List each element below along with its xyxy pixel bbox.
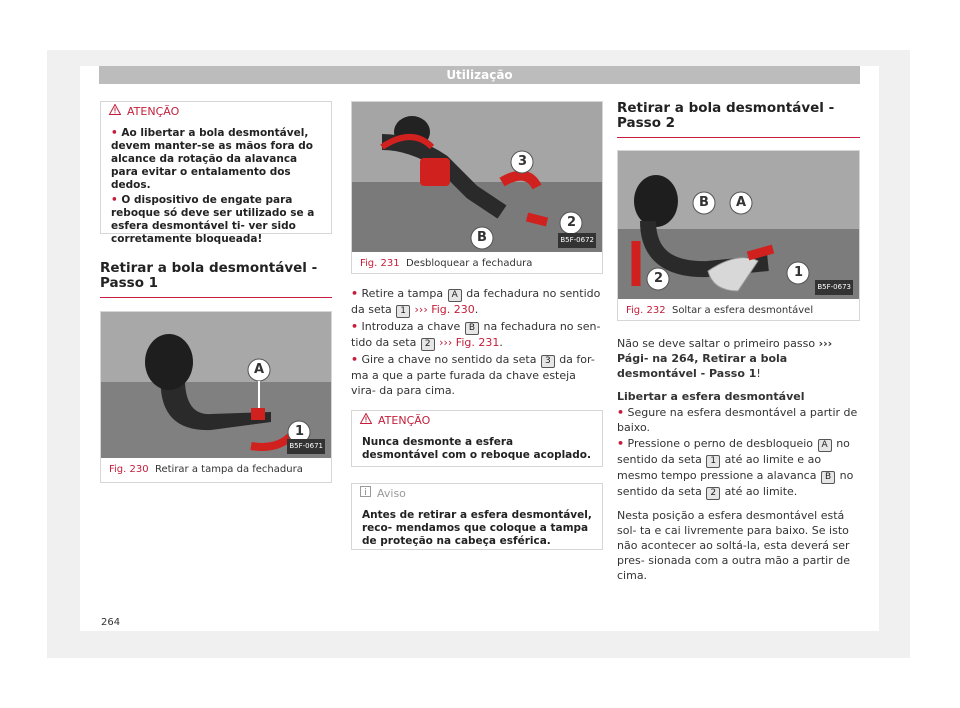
subheading: Libertar a esfera desmontável [617,390,805,403]
info-icon [360,486,371,501]
list-item: • Segure na esfera desmontável a partir de baixo. [617,406,858,434]
warning-header [101,102,331,123]
body-text [617,336,860,583]
arrow-2-badge: 2 [706,487,720,500]
image-code: B5F-0671 [287,439,325,454]
figure-image [618,151,859,299]
note-text: Antes de retirar a esfera desmontável, reco- mendamos que coloque a tampa de proteção na cabeça esférica. [362,509,592,547]
steps-list [351,286,603,398]
warning-box [100,101,332,245]
section-title: Retirar a bola desmontável - Passo 2 [617,101,860,138]
figure-image [352,102,602,252]
page-header: Utilização [99,66,860,84]
page-number: 264 [101,617,121,628]
image-code: B5F-0673 [815,280,853,295]
warning-text: Nunca desmonte a esfera desmontável com o reboque acoplado. [362,436,591,461]
figure-caption: Fig. 232 Soltar a esfera desmontável [626,305,814,316]
key-b-badge: B [465,322,479,335]
warning-title: ATENÇÃO [127,105,180,118]
list-item: • Pressione o perno de desbloqueio A no sentido da seta 1 até ao limite e ao mesmo tempo pressione a alavanca B no sentido da seta 2 até ao limite. [617,437,854,498]
page-link[interactable]: ››› Pági- na 264, Retirar a bola desmontável - Passo 1 [617,337,833,380]
arrow-2-badge: 2 [421,338,435,351]
figure-link[interactable]: ››› Fig. 230 [414,303,475,316]
warning-box [351,410,603,467]
column-middle [351,101,603,550]
warning-header [352,411,602,432]
arrow-1-badge: 1 [396,305,410,318]
arrow-3-badge: 3 [541,355,555,368]
image-code: B5F-0672 [558,233,596,248]
arrow-1-badge: 1 [706,455,720,468]
figure-230 [100,311,332,483]
column-right [617,101,860,584]
figure-link[interactable]: ››› Fig. 231 [439,336,500,349]
callout-a: A [736,195,747,210]
figure-image [101,312,331,458]
callout-1: 1 [295,424,305,439]
key-b-badge: B [821,471,835,484]
callout-3: 3 [518,154,528,169]
key-a-badge: A [448,289,462,302]
warning-triangle-icon [360,413,372,428]
warning-item: • O dispositivo de engate para reboque só deve ser utilizado se a esfera desmontável ti- ver sido corretamente bloqueada! [111,194,315,245]
figure-232 [617,150,860,321]
warning-triangle-icon [109,104,121,119]
figure-caption: Fig. 230 Retirar a tampa da fechadura [109,464,303,475]
callout-a: A [254,362,265,377]
column-left [100,101,332,483]
callout-1: 1 [794,265,804,280]
note-box [351,483,603,550]
callout-b: B [477,230,487,245]
list-item: • Retire a tampa A da fechadura no sentido da seta 1 ››› Fig. 230. [351,287,601,316]
callout-2: 2 [567,215,577,230]
figure-231 [351,101,603,274]
list-item: • Gire a chave no sentido da seta 3 da for- ma a que a parte furada da chave esteja vira- da para cima. [351,353,595,397]
key-a-badge: A [818,439,832,452]
warning-title: ATENÇÃO [378,414,431,427]
figure-caption: Fig. 231 Desbloquear a fechadura [360,258,533,269]
bullet-icon: • [111,194,118,206]
list-item: • Introduza a chave B na fechadura no sen- tido da seta 2 ››› Fig. 231. [351,320,601,349]
note-header [352,484,602,505]
callout-2: 2 [654,271,664,286]
note-title: Aviso [377,487,406,500]
section-title: Retirar a bola desmontável - Passo 1 [100,261,332,298]
paragraph: Nesta posição a esfera desmontável está sol- ta e cai livremente para baixo. Se isto não acontecer ao soltá-la, esta deverá ser pres- sionada com a outra mão a partir de cima. [617,509,850,582]
bullet-icon: • [111,127,118,139]
intro-paragraph: Não se deve saltar o primeiro passo ››› Pági- na 264, Retirar a bola desmontável - Passo 1! [617,337,833,380]
warning-item: • Ao libertar a bola desmontável, devem manter-se as mãos fora do alcance da rotação da alavanca para evitar o entalamento dos dedos. [111,127,313,191]
callout-b: B [699,195,709,210]
